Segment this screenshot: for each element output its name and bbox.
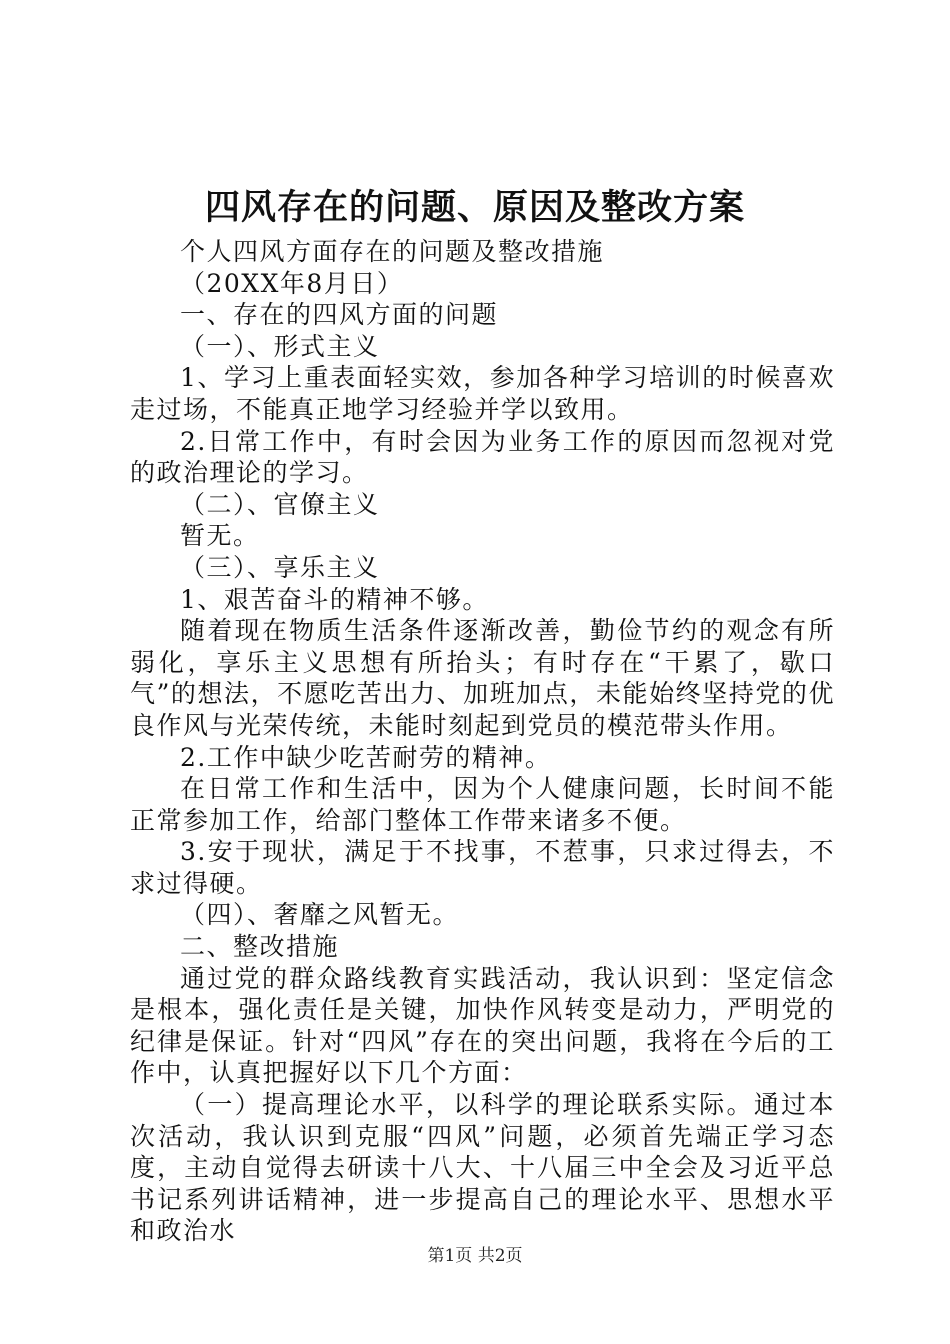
paragraph: 1、艰苦奋斗的精神不够。 <box>180 584 489 614</box>
document-body <box>130 236 835 1247</box>
paragraph: （20XX年8月日） <box>180 268 404 298</box>
paragraph: 在日常工作和生活中，因为个人健康问题，长时间不能正常参加工作，给部门整体工作带来诸多不便。 <box>130 774 835 835</box>
section-heading: 二、整改措施 <box>180 932 340 962</box>
paragraph: 通过党的群众路线教育实践活动，我认识到：坚定信念是根本，强化责任是关键，加快作风转变是动力，严明党的纪律是保证。针对“四风”存在的突出问题，我将在今后的工作中，认真把握好以下几个方面： <box>130 963 835 1088</box>
paragraph: 1、学习上重表面轻实效，参加各种学习培训的时候喜欢走过场，不能真正地学习经验并学以致用。 <box>130 363 835 424</box>
subsection-heading: （四）、奢靡之风暂无。 <box>180 900 460 930</box>
paragraph: 暂无。 <box>180 521 260 551</box>
subsection-heading: （一）、形式主义 <box>180 331 380 361</box>
paragraph: 2.日常工作中，有时会因为业务工作的原因而忽视对党的政治理论的学习。 <box>130 426 835 488</box>
paragraph: （一）提高理论水平，以科学的理论联系实际。通过本次活动，我认识到克服“四风”问题，必须首先端正学习态度，主动自觉得去研读十八大、十八届三中全会及习近平总书记系列讲话精神，进一步提高自己的理论水平、思想水平和政治水 <box>130 1090 835 1246</box>
paragraph: 个人四风方面存在的问题及整改措施 <box>180 237 605 266</box>
subsection-heading: （二）、官僚主义 <box>180 489 380 519</box>
paragraph: 3.安于现状，满足于不找事，不惹事，只求过得去，不求过得硬。 <box>130 837 835 898</box>
page-footer: 第1页 共2页 <box>427 1246 523 1266</box>
paragraph: 2.工作中缺少吃苦耐劳的精神。 <box>180 742 552 772</box>
paragraph: 随着现在物质生活条件逐渐改善，勤俭节约的观念有所弱化，享乐主义思想有所抬头；有时存在“干累了，歇口气”的想法，不愿吃苦出力、加班加点，未能始终坚持党的优良作风与光荣传统，未能时刻起到党员的模范带头作用。 <box>130 616 835 740</box>
subsection-heading: （三）、享乐主义 <box>180 552 380 582</box>
section-heading: 一、存在的四风方面的问题 <box>180 300 499 330</box>
document-title: 四风存在的问题、原因及整改方案 <box>204 187 745 228</box>
